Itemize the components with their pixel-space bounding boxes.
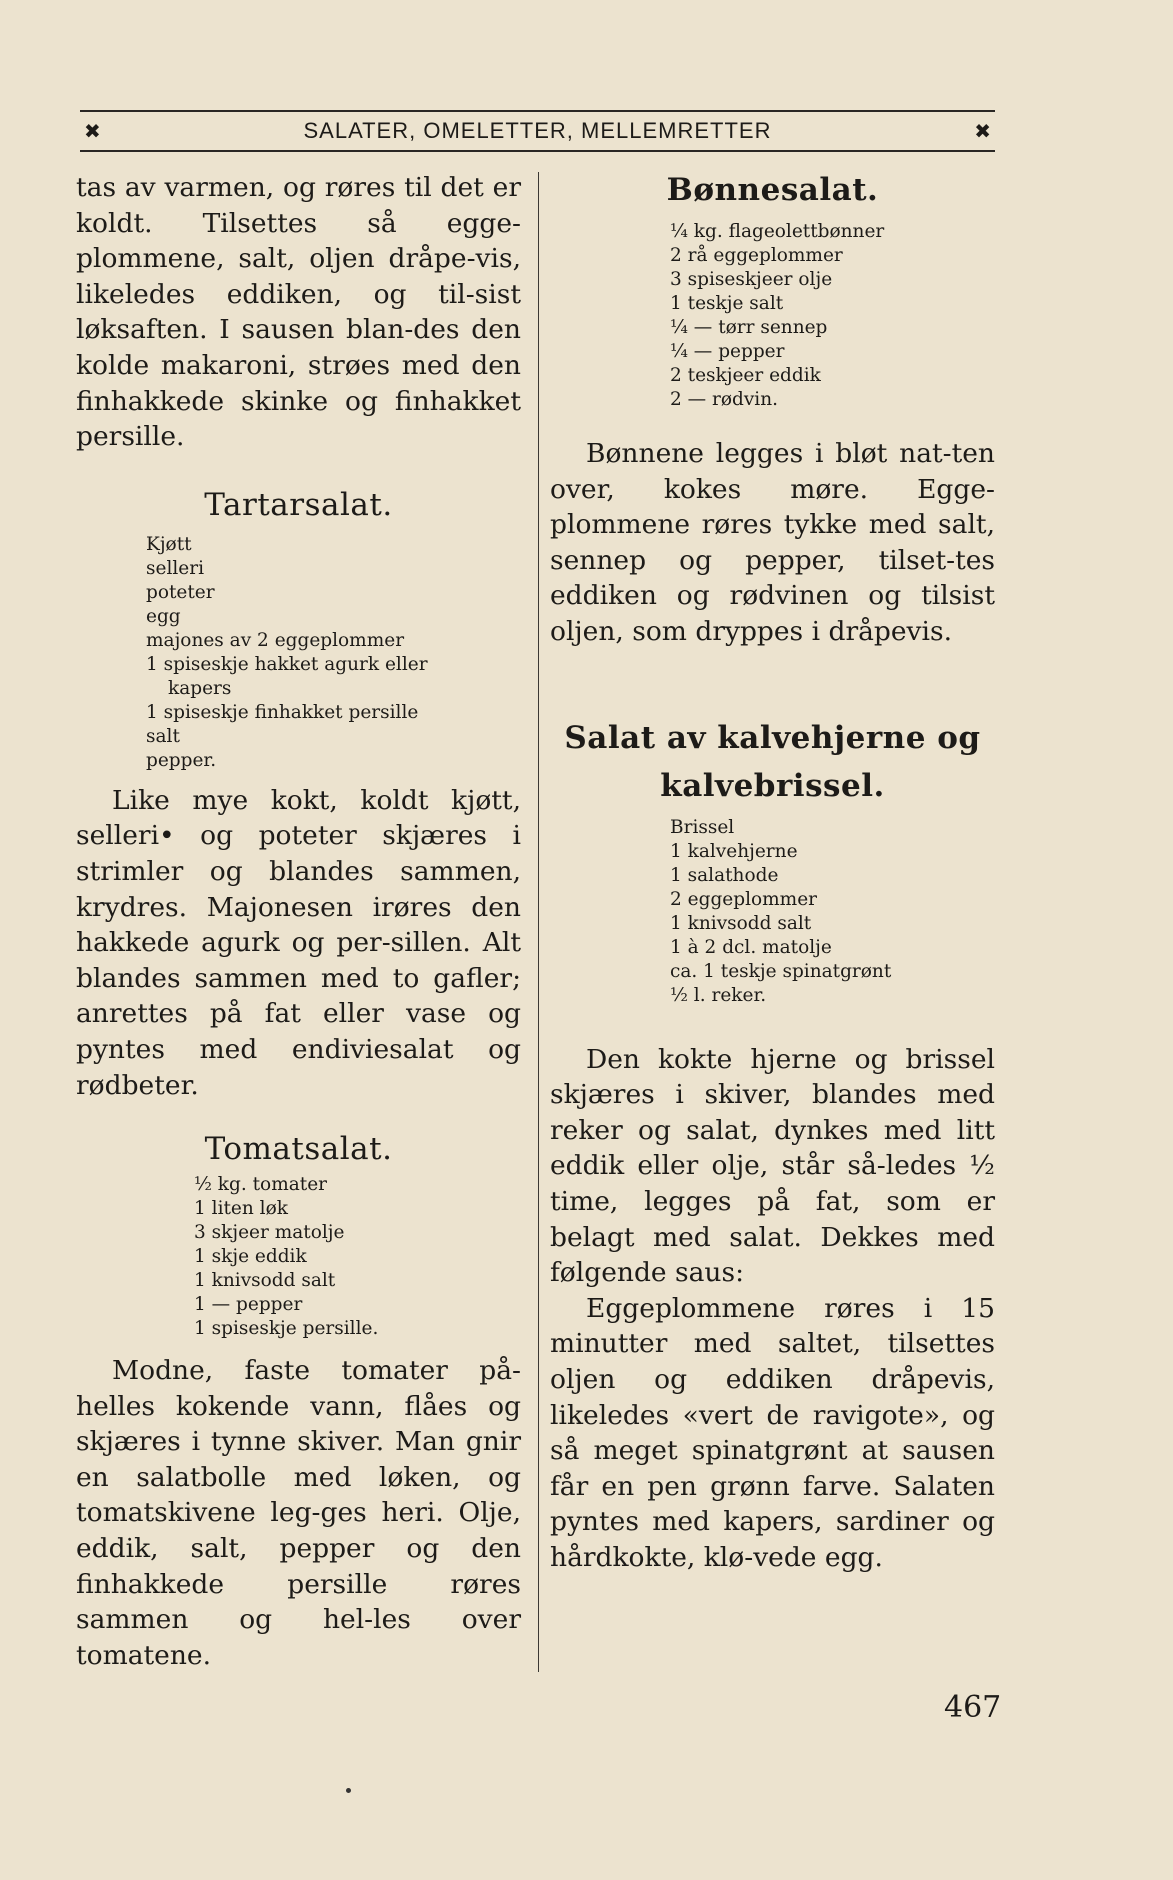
- kalvesalat-ingredients: [670, 816, 995, 1008]
- bonnesalat-text: Bønnene legges i bløt nat-ten over, kokes møre. Egge-plommene røres tykke med salt, sennep og pepper, tilset-tes eddiken og rødvinen og tilsist oljen, som dryppes i dråpevis.: [550, 438, 995, 647]
- ingredient-item: 1 à 2 dcl. matolje: [670, 936, 832, 958]
- ingredient-item: Kjøtt: [146, 533, 192, 555]
- tomatsalat-text: Modne, faste tomater på-helles kokende vann, flåes og skjæres i tynne skiver. Man gnir en salatbolle med løken, og tomatskivene leg-ges heri. Olje, eddik, salt, pepper og den finhakkede persille røres sammen og hel-les over tomatene.: [76, 1355, 521, 1671]
- ornament-right-icon: ✖: [974, 119, 991, 143]
- running-header: [80, 110, 995, 152]
- page-number: 467: [944, 1690, 1002, 1725]
- ingredient-item: 2 rå eggeplommer: [670, 245, 843, 266]
- ingredient-item: 1 spiseskje hakket agurk eller: [146, 653, 428, 675]
- ingredient-item: ¼ kg. flageolettbønner: [670, 221, 885, 242]
- ingredient-item: ¼ — tørr sennep: [670, 317, 828, 338]
- ingredient-item: salt: [146, 725, 180, 747]
- left-column: [76, 170, 521, 1673]
- tomatsalat-ingredients: [194, 1173, 521, 1341]
- ingredient-item: 1 spiseskje finhakket persille: [146, 701, 419, 723]
- ingredient-item: 1 knivsodd salt: [194, 1270, 336, 1292]
- tartarsalat-ingredients: [146, 533, 521, 773]
- ingredient-item: pepper.: [146, 749, 217, 771]
- ingredient-item: Brissel: [670, 816, 735, 838]
- column-divider: [538, 172, 539, 1672]
- ingredient-item: 1 kalvehjerne: [670, 840, 798, 862]
- ingredient-item: poteter: [146, 581, 215, 603]
- ingredient-item: 2 eggeplommer: [670, 888, 818, 910]
- kalvesalat-text-1: Den kokte hjerne og brissel skjæres i skiver, blandes med reker og salat, dynkes med litt eddik eller olje, står så-ledes ½ time, legges på fat, som er belagt med salat. Dekkes med følgende saus:: [550, 1043, 995, 1289]
- ingredient-item: ca. 1 teskje spinatgrønt: [670, 960, 892, 982]
- ingredient-item: 1 — pepper: [194, 1294, 303, 1316]
- ingredient-item: majones av 2 eggeplommer: [146, 629, 405, 651]
- ingredient-item: 1 liten løk: [194, 1198, 288, 1220]
- ingredient-item: egg: [146, 605, 181, 627]
- kalvesalat-text-2: Eggeplommene røres i 15 minutter med saltet, tilsettes oljen og eddiken dråpevis, likeledes «vert de ravigote», og så meget spinatgrønt at sausen får en pen grønn farve. Salaten pyntes med kapers, sardiner og hårdkokte, klø-vede egg.: [550, 1292, 995, 1573]
- ingredient-item: 1 spiseskje persille.: [194, 1318, 379, 1340]
- ingredient-item: ¼ — pepper: [670, 341, 785, 362]
- ingredient-item: 1 salathode: [670, 864, 779, 886]
- ingredient-item: ½ kg. tomater: [194, 1174, 327, 1196]
- bonnesalat-heading: Bønnesalat.: [666, 172, 879, 208]
- kalvesalat-heading-line1: Salat av kalvehjerne og: [564, 719, 981, 756]
- ingredient-item: selleri: [146, 557, 204, 579]
- intro-paragraph: tas av varmen, og røres til det er koldt. Tilsettes så egge-plommene, salt, oljen dråpe-vis, likeledes eddiken, og til-sist løksaften. I sausen blan-des den kolde makaroni, strøes med den finhakkede skinke og finhakket persille.: [76, 172, 521, 453]
- ingredient-item: 3 skjeer matolje: [194, 1222, 345, 1244]
- ornament-left-icon: ✖: [84, 119, 101, 143]
- right-column: [550, 170, 995, 1575]
- tomatsalat-heading: Tomatsalat.: [204, 1131, 393, 1168]
- tartarsalat-heading: Tartarsalat.: [204, 486, 393, 523]
- ingredient-item: 1 skje eddik: [194, 1246, 307, 1268]
- ingredient-item: 2 — rødvin.: [670, 389, 779, 410]
- tartarsalat-text: Like mye kokt, koldt kjøtt, selleri• og poteter skjæres i strimler og blandes sammen, krydres. Majonesen irøres den hakkede agurk og per-sillen. Alt blandes sammen med to gafler; anrettes på fat eller vase og pyntes med endiviesalat og rødbeter.: [76, 784, 521, 1101]
- ingredient-item: 3 spiseskjeer olje: [670, 269, 833, 290]
- print-speck: [346, 1788, 351, 1793]
- ingredient-item: kapers: [168, 677, 232, 699]
- running-header-title: SALATER, OMELETTER, MELLEMRETTER: [303, 118, 772, 143]
- ingredient-item: 1 teskje salt: [670, 293, 784, 314]
- ingredient-item: ½ l. reker.: [670, 984, 767, 1006]
- ingredient-item: 1 knivsodd salt: [670, 912, 812, 934]
- bonnesalat-ingredients: [670, 220, 995, 412]
- ingredient-item: 2 teskjeer eddik: [670, 365, 821, 386]
- kalvesalat-heading-line2: kalvebrissel.: [660, 767, 885, 804]
